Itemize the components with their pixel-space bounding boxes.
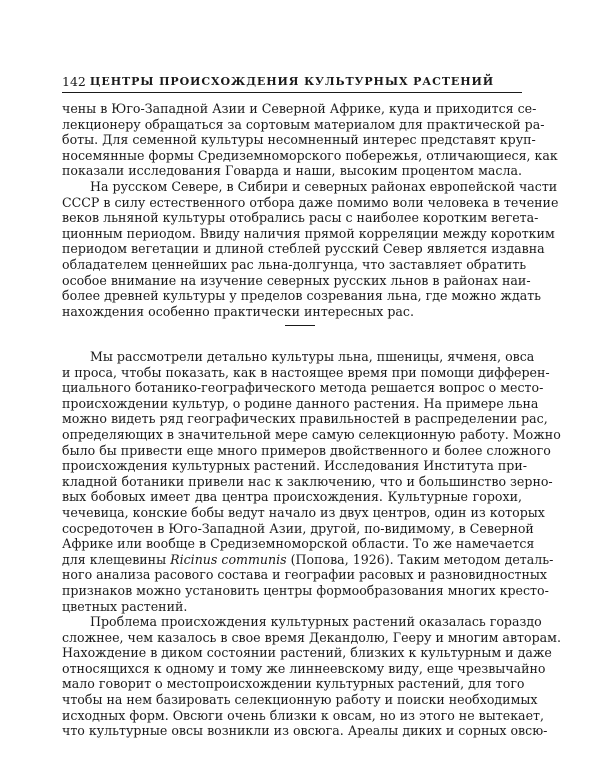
text-line: что культурные овсы возникли из овсюга. Ареалы диких и сорных овсю- [62,723,548,739]
text-line: особое внимание на изучение северных русских льнов в районах наи- [62,272,531,288]
running-header [62,74,522,90]
text-line: происхождения культурных растений. Исследования Института при- [62,458,527,474]
paragraph-block-2 [62,349,561,739]
text-line: определяющих в значительной мере самую селекционную работу. Можно [62,426,561,442]
text-segment: (Попова, 1926). Таким методом деталь- [290,551,554,567]
text-line: Мы рассмотрели детально культуры льна, пшеницы, ячменя, овса [90,349,535,364]
section-divider [285,325,315,326]
text-line: относящихся к одному и тому же линнеевскому виду, еще чрезвычайно [62,660,546,676]
text-line: можно видеть ряд географических правильностей в распределении рас, [62,411,548,427]
text-line: более древней культуры у пределов созревания льна, где можно ждать [62,288,542,304]
text-line: СССР в силу естественного отбора даже помимо воли человека в течение [62,194,559,210]
running-title: ЦЕНТРЫ ПРОИСХОЖДЕНИЯ КУЛЬТУРНЫХ РАСТЕНИЙ [89,75,495,88]
text-line: На русском Севере, в Сибири и северных районах европейской части [90,178,558,194]
text-line: лекционеру обращаться за сортовым материалом для практической ра- [62,116,545,132]
text-line: периодом вегетации и длиной стеблей русский Север является издавна [62,241,545,257]
text-line: чтобы на нем базировать селекционную работу и поиски необходимых [62,692,538,708]
text-line: мало говорит о местопроисхождении культурных растений, для того [62,676,525,692]
text-line: Африке или вообще в Средиземноморской области. То же намечается [62,536,535,552]
text-line: боты. Для семенной культуры несомненный интерес представят круп- [62,132,536,148]
text-line: чены в Юго-Западной Азии и Северной Африке, куда и приходится се- [62,101,537,116]
text-line: признаков можно установить центры формообразования многих кресто- [62,582,549,598]
text-line: нахождения особенно практически интересных рас. [62,303,414,319]
text-line: ного анализа расового состава и географии расовых и разновидностных [62,567,548,583]
text-line: происхождении культур, о родине данного растения. На примере льна [62,395,539,411]
text-segment: для клещевины [62,551,167,567]
text-line: ционным периодом. Ввиду наличия прямой корреляции между коротким [62,225,555,241]
text-line: обладателем ценнейших рас льна-долгунца, что заставляет обратить [62,256,527,272]
text-line: Проблема происхождения культурных растений оказалась гораздо [90,614,542,630]
text-line: веков льняной культуры отобрались расы с наиболее коротким вегета- [62,210,539,226]
text-line: носемянные формы Средиземноморского побережья, отличающиеся, как [62,147,558,163]
text-line: Нахождение в диком состоянии растений, близких к культурным и даже [62,645,552,661]
text-line: кладной ботаники привели нас к заключению, что и большинство зерно- [62,473,553,489]
text-line: циального ботанико-географического метода решается вопрос о место- [62,380,544,396]
text-line: исходных форм. Овсюги очень близки к овсам, но из этого не вытекает, [62,707,544,723]
text-line: было бы привести еще много примеров двойственного и более сложного [62,442,551,458]
text-line: вых бобовых имеет два центра происхождения. Культурные горохи, [62,489,522,505]
header-rule [62,92,522,93]
text-line [62,551,554,568]
text-line: и проса, чтобы показать, как в настоящее время при помощи дифферен- [62,364,550,380]
text-line: цветных растений. [62,598,188,614]
species-name: Ricinus communis [170,551,287,567]
text-line: чечевица, конские бобы ведут начало из двух центров, один из которых [62,504,545,520]
text-line: сосредоточен в Юго-Западной Азии, другой, по-видимому, в Северной [62,520,534,536]
text-line: сложнее, чем казалось в свое время Декандолю, Гееру и многим авторам. [62,629,561,645]
paragraph-block-1 [62,101,559,319]
text-line: показали исследования Говарда и наши, высоким процентом масла. [62,163,522,179]
page-number: 142 [62,74,86,89]
